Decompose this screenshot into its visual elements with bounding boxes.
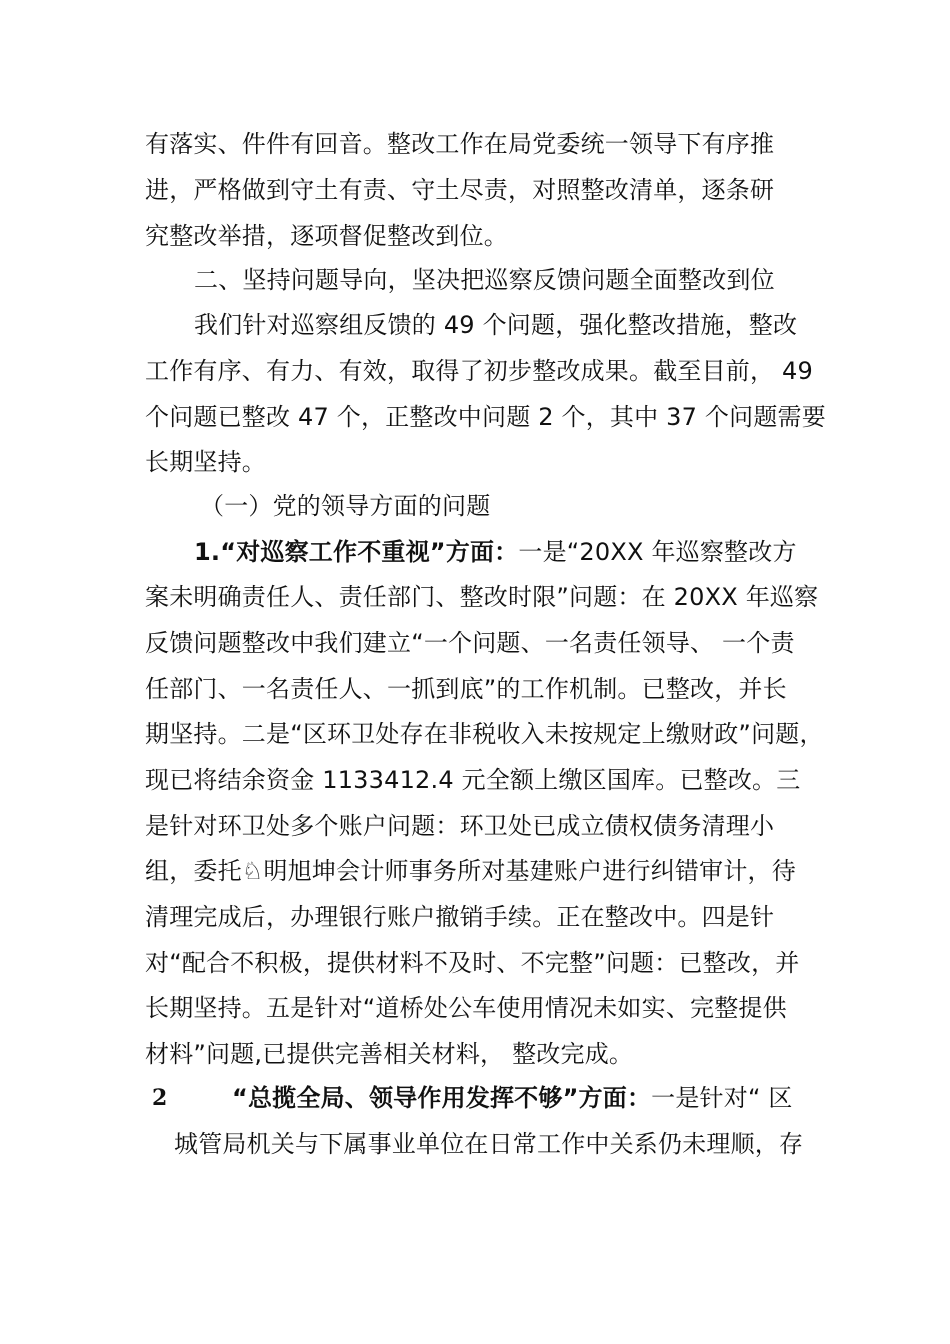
paragraph-line: 材料”问题,已提供完善相关材料， 整改完成。	[145, 1040, 634, 1068]
item-2-first-line	[232, 1083, 793, 1113]
paragraph-line: 长期坚持。	[145, 448, 266, 476]
item-2-text: 一是针对“ 区	[651, 1084, 793, 1112]
paragraph-line: 长期坚持。五是针对“道桥处公车使用情况未如实、完整提供	[145, 994, 787, 1022]
paragraph-line: 究整改举措，逐项督促整改到位。	[145, 222, 508, 250]
item-1-first-line	[194, 537, 797, 567]
paragraph-line: 现已将结余资金 1133412.4 元全额上缴区国库。已整改。三	[145, 766, 801, 794]
subsection-heading: （一）党的领导方面的问题	[200, 492, 491, 520]
item-1-bold-lead: 1.“对巡察工作不重视”方面：	[194, 538, 519, 566]
paragraph-line: 进，严格做到守土有责、守土尽责，对照整改清单，逐条研	[145, 176, 775, 204]
paragraph-line: 任部门、一名责任人、一抓到底”的工作机制。已整改，并长	[145, 675, 787, 703]
paragraph-line: 清理完成后，办理银行账户撤销手续。正在整改中。四是针	[145, 903, 775, 931]
paragraph-line: 个问题已整改 47 个，正整改中问题 2 个，其中 37 个问题需要	[145, 403, 826, 431]
paragraph-line: 反馈问题整改中我们建立“一个问题、一名责任领导、 一个责	[145, 629, 795, 657]
item-2-number: 2	[152, 1085, 168, 1111]
paragraph-line: 组，委托♘明旭坤会计师事务所对基建账户进行纠错审计，待	[145, 857, 796, 885]
paragraph-line: 案未明确责任人、责任部门、整改时限”问题：在 20XX 年巡察	[145, 583, 819, 611]
item-2-bold-lead: “总揽全局、领导作用发挥不够”方面：	[232, 1084, 652, 1112]
paragraph-line: 有落实、件件有回音。整改工作在局党委统一领导下有序推	[145, 130, 775, 158]
item-1-text: 一是“20XX 年巡察整改方	[518, 538, 797, 566]
section-heading: 二、坚持问题导向，坚决把巡察反馈问题全面整改到位	[194, 266, 775, 294]
paragraph-line: 是针对环卫处多个账户问题：环卫处已成立债权债务清理小	[145, 812, 775, 840]
paragraph-line: 城管局机关与下属事业单位在日常工作中关系仍未理顺，存	[174, 1130, 804, 1158]
paragraph-line: 期坚持。二是“区环卫处存在非税收入未按规定上缴财政”问题，	[145, 720, 824, 748]
paragraph-line: 工作有序、有力、有效，取得了初步整改成果。截至目前， 49	[145, 357, 813, 385]
paragraph-line: 我们针对巡察组反馈的 49 个问题，强化整改措施，整改	[194, 311, 798, 339]
paragraph-line: 对“配合不积极，提供材料不及时、不完整”问题：已整改，并	[145, 949, 800, 977]
